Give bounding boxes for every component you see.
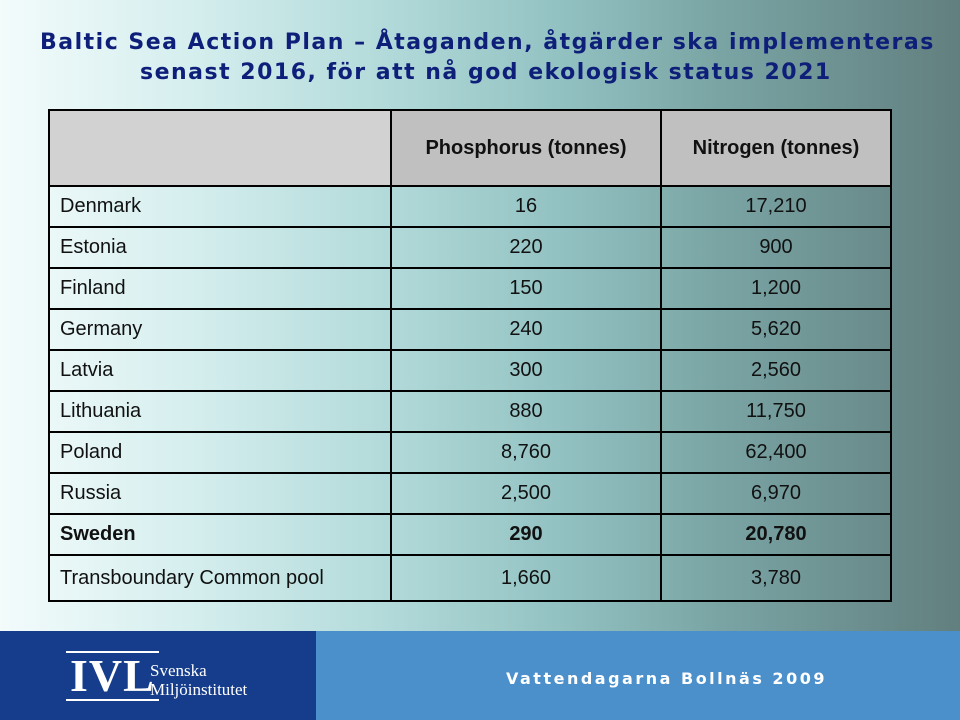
phosphorus-cell: 16 xyxy=(391,186,661,227)
country-cell: Lithuania xyxy=(49,391,391,432)
nitrogen-cell: 2,560 xyxy=(661,350,891,391)
table-row xyxy=(49,227,891,268)
nitrogen-cell: 11,750 xyxy=(661,391,891,432)
phosphorus-cell: 220 xyxy=(391,227,661,268)
nitrogen-cell: 900 xyxy=(661,227,891,268)
header-phosphorus: Phosphorus (tonnes) xyxy=(391,110,661,186)
phosphorus-cell: 300 xyxy=(391,350,661,391)
table-row xyxy=(49,309,891,350)
country-cell: Russia xyxy=(49,473,391,514)
nitrogen-cell: 5,620 xyxy=(661,309,891,350)
nitrogen-cell: 62,400 xyxy=(661,432,891,473)
phosphorus-cell: 8,760 xyxy=(391,432,661,473)
table-row xyxy=(49,186,891,227)
nitrogen-cell: 20,780 xyxy=(661,514,891,555)
phosphorus-cell: 880 xyxy=(391,391,661,432)
table-row xyxy=(49,555,891,601)
header-blank-cell xyxy=(49,110,391,186)
table-header-row xyxy=(49,110,891,186)
nitrogen-cell: 3,780 xyxy=(661,555,891,601)
phosphorus-cell: 240 xyxy=(391,309,661,350)
country-cell: Poland xyxy=(49,432,391,473)
country-cell: Sweden xyxy=(49,514,391,555)
organization-name xyxy=(150,661,247,699)
footer-bar xyxy=(0,631,960,720)
ivl-logo-mark: IVL xyxy=(66,651,159,701)
title-line-1: Baltic Sea Action Plan – Åtaganden, åtgärder ska implementeras xyxy=(40,30,935,55)
country-cell: Latvia xyxy=(49,350,391,391)
table-row xyxy=(49,432,891,473)
nitrogen-cell: 6,970 xyxy=(661,473,891,514)
commitments-table xyxy=(48,109,892,602)
country-cell: Estonia xyxy=(49,227,391,268)
phosphorus-cell: 290 xyxy=(391,514,661,555)
country-cell: Finland xyxy=(49,268,391,309)
table-row-highlighted xyxy=(49,514,891,555)
table-row xyxy=(49,473,891,514)
country-cell: Germany xyxy=(49,309,391,350)
table-row xyxy=(49,268,891,309)
phosphorus-cell: 150 xyxy=(391,268,661,309)
phosphorus-cell: 1,660 xyxy=(391,555,661,601)
table-row xyxy=(49,391,891,432)
nitrogen-cell: 1,200 xyxy=(661,268,891,309)
title-line-2: senast 2016, för att nå god ekologisk status 2021 xyxy=(140,60,832,85)
event-name: Vattendagarna Bollnäs 2009 xyxy=(506,669,827,688)
phosphorus-cell: 2,500 xyxy=(391,473,661,514)
org-name-line-2: Miljöinstitutet xyxy=(150,680,248,699)
country-cell: Transboundary Common pool xyxy=(49,555,391,601)
table-row xyxy=(49,350,891,391)
org-name-line-1: Svenska xyxy=(150,661,207,680)
slide-title xyxy=(40,28,940,88)
country-cell: Denmark xyxy=(49,186,391,227)
header-nitrogen: Nitrogen (tonnes) xyxy=(661,110,891,186)
nitrogen-cell: 17,210 xyxy=(661,186,891,227)
ivl-logo xyxy=(0,631,316,720)
